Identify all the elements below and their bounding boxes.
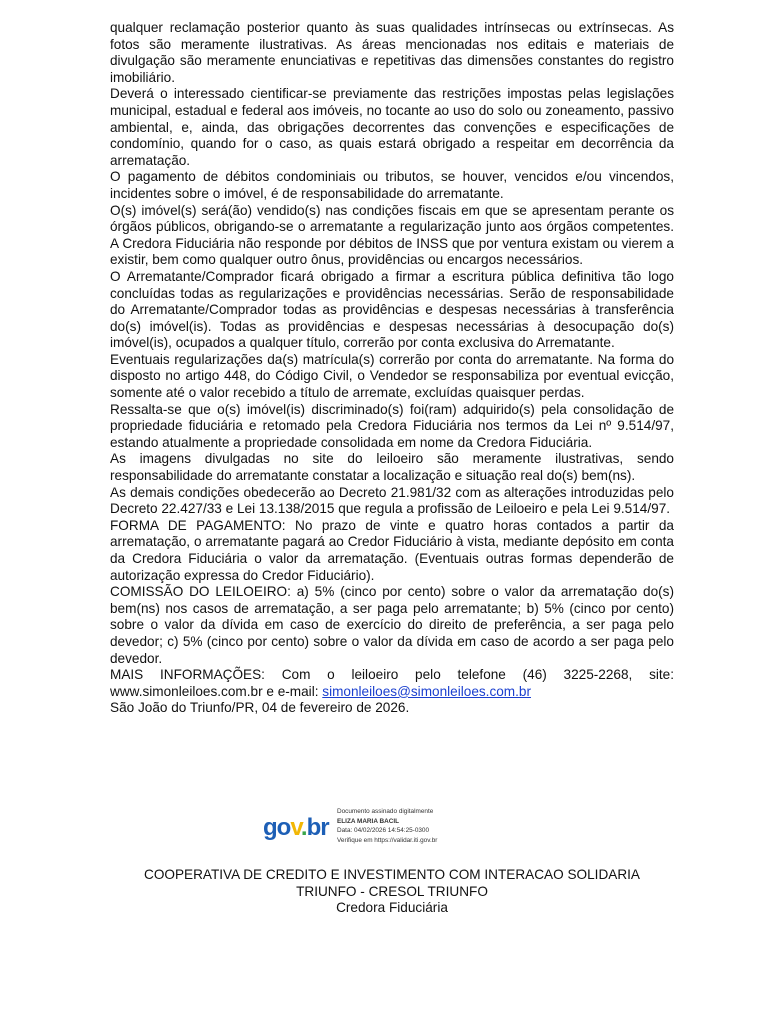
signature-date: Data: 04/02/2026 14:54:25-0300 <box>337 827 430 835</box>
creditor-role: Credora Fiduciária <box>336 900 448 916</box>
paragraph-registry: Eventuais regularizações da(s) matrícula(s) correrão por conta do arrematante. Na forma do disposto no artigo 448, do Código Civil, o Vendedor se responsabiliza por eventual evicção, somente até o valor recebido a título de arremate, excluídas quaisquer perdas. <box>110 351 674 401</box>
paragraph-more-info <box>110 667 674 700</box>
paragraph-images: As imagens divulgadas no site do leiloeiro são meramente ilustrativas, sendo responsabilidade do arrematante constatar a localização e situação real do(s) bem(ns). <box>110 451 674 484</box>
signer-name: ELIZA MARIA BACIL <box>337 817 400 825</box>
signature-details <box>337 807 437 845</box>
creditor-name-line1: COOPERATIVA DE CREDITO E INVESTIMENTO COM INTERACAO SOLIDARIA <box>144 867 640 882</box>
paragraph-fiscal-conditions: O(s) imóvel(s) será(ão) vendido(s) nas condições fiscais em que se apresentam perante os órgãos públicos, obrigando-se o arrematante a regularização junto aos órgãos competentes. A Credora Fiduciária não responde por débitos de INSS que por ventura existam ou vierem a existir, bem como qualquer outro ônus, providências ou encargos necessários. <box>110 202 674 268</box>
more-info-text: MAIS INFORMAÇÕES: Com o leiloeiro pelo telefone (46) 3225-2268, site: www.simonleiloes.com.br e e-mail: <box>110 667 674 699</box>
paragraph-restrictions: Deverá o interessado cientificar-se previamente das restrições impostas pelas legislações municipal, estadual e federal aos imóveis, no tocante ao uso do solo ou zoneamento, passivo ambiental, e, ainda, das obrigações decorrentes das convenções e especificações de condomínio, quando for o caso, as quais estará obrigado a respeitar em decorrência da arrematação. <box>110 86 674 168</box>
signature-caption: Documento assinado digitalmente <box>337 808 434 815</box>
paragraph-deed: O Arrematante/Comprador ficará obrigado a firmar a escritura pública definitiva tão logo concluídas todas as regularizações e providências necessárias. Serão de responsabilidade do Arrematante/Comprador todas as providências e despesas necessárias à transferência do(s) imóvel(is). Todas as providências e despesas necessárias à desocupação do(s) imóvel(is), ocupados a qualquer título, correrão por conta exclusiva do Arrematante. <box>110 268 674 351</box>
paragraph-decrees: As demais condições obedecerão ao Decreto 21.981/32 com as alterações introduzidas pelo Decreto 22.427/33 e Lei 13.138/2015 que regula a profissão de Leiloeiro e pela Lei 9.514/97. <box>110 484 674 517</box>
creditor-name-line2: TRIUNFO - CRESOL TRIUNFO <box>296 883 488 899</box>
paragraph-debts: O pagamento de débitos condominiais ou tributos, se houver, vencidos e/ou vincendos, incidentes sobre o imóvel, é de responsabilidade do arrematante. <box>110 169 674 201</box>
signature-verify-url: Verifique em https://validar.iti.gov.br <box>337 836 438 844</box>
edital-body <box>110 20 674 717</box>
paragraph-photos-areas: qualquer reclamação posterior quanto às suas qualidades intrínsecas ou extrínsecas. As fotos são meramente ilustrativas. As áreas mencionadas nos editais e materiais de divulgação são meramente enunciativas e repetitivas das dimensões constantes do registro imobiliário. <box>110 20 674 85</box>
creditor-footer <box>60 867 724 917</box>
digital-signature-stamp <box>263 805 523 851</box>
govbr-logo: gov.br <box>263 814 329 841</box>
paragraph-payment: FORMA DE PAGAMENTO: No prazo de vinte e quatro horas contados a partir da arrematação, o arrematante pagará ao Credor Fiduciário à vista, mediante depósito em conta da Credora Fiduciária o valor da arrematação. (Eventuais outras formas dependerão de autorização expressa do Credor Fiduciário). <box>110 517 674 583</box>
email-link[interactable]: simonleiloes@simonleiloes.com.br <box>322 683 531 699</box>
place-date: São João do Triunfo/PR, 04 de fevereiro de 2026. <box>110 700 410 716</box>
paragraph-consolidation: Ressalta-se que o(s) imóvel(is) discriminado(s) foi(ram) adquirido(s) pela consolidação de propriedade fiduciária e retomado pela Credora Fiduciária nos termos da Lei nº 9.514/97, estando atualmente a propriedade consolidada em nome da Credora Fiduciária. <box>110 401 674 450</box>
paragraph-commission: COMISSÃO DO LEILOEIRO: a) 5% (cinco por cento) sobre o valor da arrematação do(s) bem(ns) nos casos de arrematação, a ser paga pelo arrematante; b) 5% (cinco por cento) sobre o valor da dívida em caso de exercício do direito de preferência, a ser paga pelo devedor; c) 5% (cinco por cento) sobre o valor da dívida em caso de acordo a ser paga pelo devedor. <box>110 584 674 666</box>
